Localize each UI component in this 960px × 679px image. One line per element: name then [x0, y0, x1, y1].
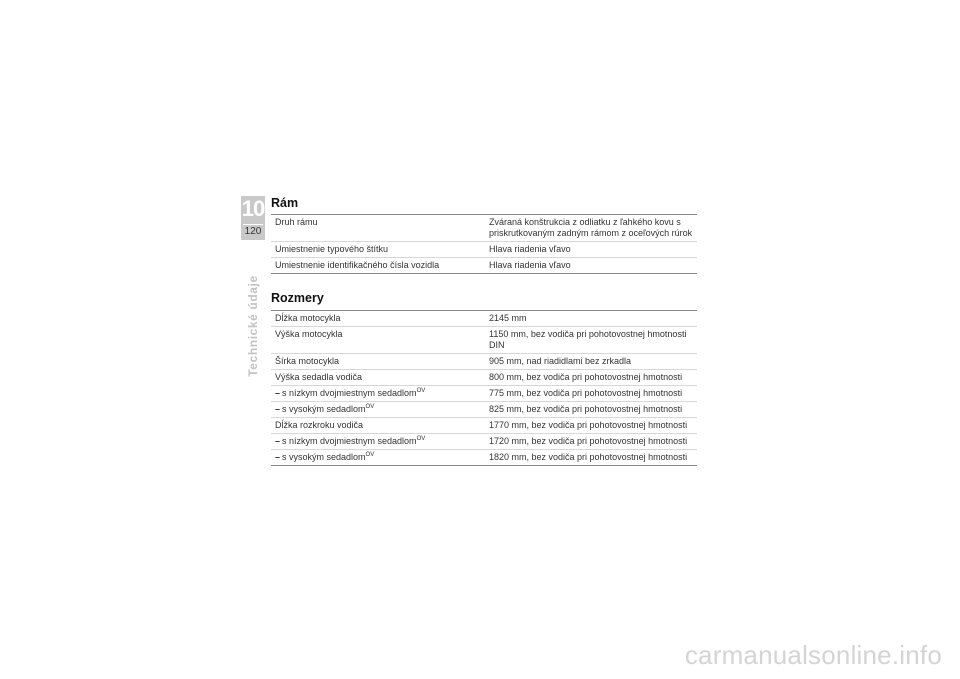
table-row	[271, 311, 697, 327]
spec-value: 905 mm, nad riadidlami bez zrkadla	[485, 354, 697, 370]
dash-marker: –	[275, 452, 281, 462]
dimensions-spec-table	[271, 310, 697, 466]
spec-label: s vysokým sedadlom	[282, 404, 366, 414]
table-row	[271, 354, 697, 370]
chapter-number: 10	[241, 196, 265, 221]
spec-value: 825 mm, bez vodiča pri pohotovostnej hmotnosti	[485, 402, 697, 418]
spec-label: Výška motocykla	[271, 327, 485, 354]
table-row	[271, 242, 697, 258]
dash-marker: –	[275, 436, 281, 446]
table-row	[271, 434, 697, 450]
spec-value: Hlava riadenia vľavo	[485, 242, 697, 258]
section-title-dimensions: Rozmery	[271, 291, 324, 305]
spec-value: 800 mm, bez vodiča pri pohotovostnej hmotnosti	[485, 370, 697, 386]
option-marker: OV	[416, 436, 426, 442]
table-row	[271, 258, 697, 274]
spec-value: 1150 mm, bez vodiča pri pohotovostnej hmotnosti DIN	[485, 327, 697, 354]
spec-label: Druh rámu	[271, 215, 485, 242]
dash-marker: –	[275, 388, 281, 398]
spec-value: 2145 mm	[485, 311, 697, 327]
spec-label: Výška sedadla vodiča	[271, 370, 485, 386]
frame-spec-table	[271, 214, 697, 274]
table-row	[271, 386, 697, 402]
watermark: carmanualsonline.info	[684, 640, 942, 670]
spec-value: 1820 mm, bez vodiča pri pohotovostnej hmotnosti	[485, 450, 697, 466]
option-marker: OV	[365, 452, 375, 458]
spec-value: 1770 mm, bez vodiča pri pohotovostnej hmotnosti	[485, 418, 697, 434]
table-row	[271, 450, 697, 466]
table-row	[271, 402, 697, 418]
table-row	[271, 327, 697, 354]
option-marker: OV	[416, 388, 426, 394]
option-marker: OV	[365, 404, 375, 410]
spec-label-cell	[271, 450, 485, 466]
table-row	[271, 215, 697, 242]
spec-value: 1720 mm, bez vodiča pri pohotovostnej hmotnosti	[485, 434, 697, 450]
table-row	[271, 370, 697, 386]
spec-label: Šírka motocykla	[271, 354, 485, 370]
spec-value: Hlava riadenia vľavo	[485, 258, 697, 274]
spec-value: 775 mm, bez vodiča pri pohotovostnej hmotnosti	[485, 386, 697, 402]
table-row	[271, 418, 697, 434]
spec-label: Umiestnenie identifikačného čísla vozidla	[271, 258, 485, 274]
chapter-side-title: Technické údaje	[246, 275, 260, 377]
spec-label-cell	[271, 386, 485, 402]
spec-label: s nízkym dvojmiestnym sedadlom	[282, 436, 417, 446]
spec-label: Dĺžka rozkroku vodiča	[271, 418, 485, 434]
spec-value: Zváraná konštrukcia z odliatku z ľahkého kovu s priskrutkovaným zadným rámom z oceľových rúrok	[485, 215, 697, 242]
section-title-frame: Rám	[271, 196, 299, 210]
spec-label: Umiestnenie typového štítku	[271, 242, 485, 258]
spec-label: s vysokým sedadlom	[282, 452, 366, 462]
spec-label: s nízkym dvojmiestnym sedadlom	[282, 388, 417, 398]
spec-label-cell	[271, 402, 485, 418]
chapter-divider	[243, 224, 263, 225]
page-number: 120	[244, 226, 262, 237]
spec-label: Dĺžka motocykla	[271, 311, 485, 327]
spec-label-cell	[271, 434, 485, 450]
dash-marker: –	[275, 404, 281, 414]
